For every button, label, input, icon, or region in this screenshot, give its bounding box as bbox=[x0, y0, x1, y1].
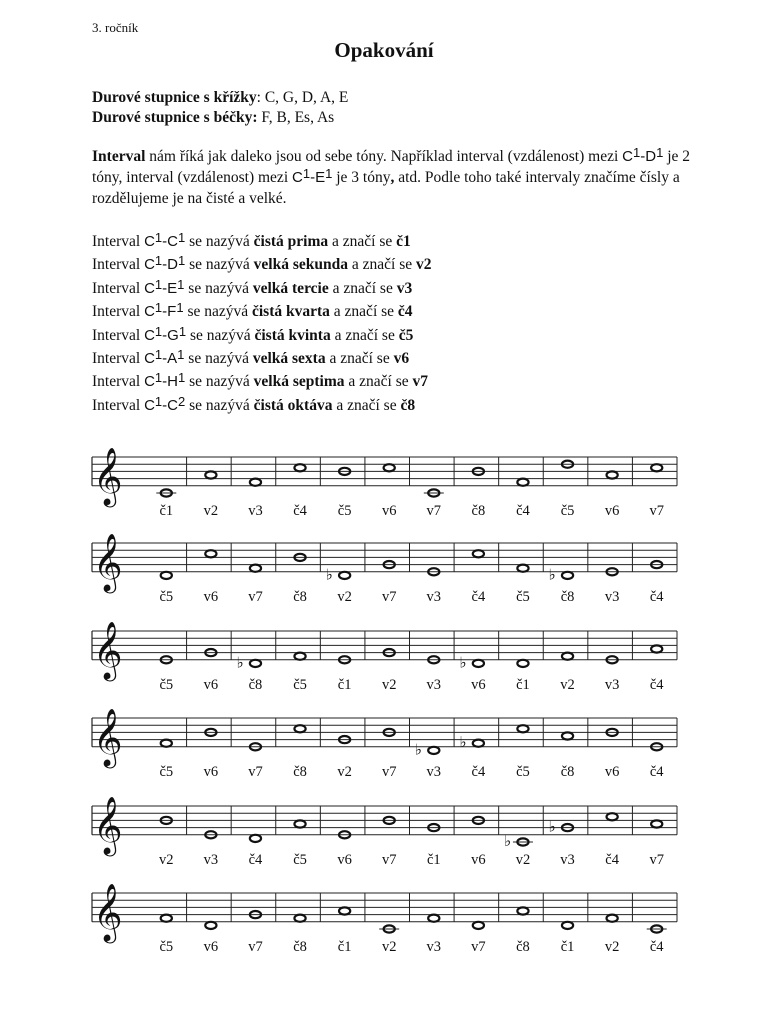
interval-dash: - bbox=[162, 279, 168, 297]
treble-clef-icon: 𝄞 bbox=[93, 795, 123, 854]
interval-label: č1 bbox=[560, 939, 575, 955]
interval-abbr: v7 bbox=[412, 373, 429, 391]
interval-dash: - bbox=[162, 326, 168, 344]
treble-clef-icon: 𝄞 bbox=[93, 707, 123, 766]
interval-prefix: Interval bbox=[92, 396, 145, 414]
intro-note-1: C bbox=[622, 148, 633, 165]
interval-name: velká sekunda bbox=[253, 256, 348, 274]
interval-label: v7 bbox=[248, 764, 263, 780]
flat-icon: ♭ bbox=[325, 565, 333, 584]
interval-octave-from: 1 bbox=[154, 370, 163, 386]
intro-octave-4: 1 bbox=[325, 166, 333, 181]
flat-icon: ♭ bbox=[548, 565, 556, 584]
interval-label: č8 bbox=[560, 589, 575, 605]
interval-note-from: C bbox=[144, 279, 155, 297]
interval-label: č1 bbox=[159, 503, 174, 519]
whole-note bbox=[294, 725, 305, 732]
intro-text-1: nám říká jak daleko jsou od sebe tóny. Například interval (vzdálenost) mezi bbox=[145, 148, 623, 165]
interval-octave-to: 1 bbox=[178, 253, 186, 269]
interval-label: č4 bbox=[649, 677, 664, 693]
whole-note bbox=[517, 907, 528, 914]
flat-icon: ♭ bbox=[503, 832, 512, 850]
whole-note bbox=[651, 820, 662, 827]
interval-octave-from: 1 bbox=[154, 230, 163, 245]
staff-4 bbox=[92, 708, 677, 780]
interval-name: čistá kvarta bbox=[252, 303, 330, 321]
interval-label: v2 bbox=[337, 589, 352, 605]
interval-label: v6 bbox=[337, 852, 352, 868]
treble-clef-icon: 𝄞 bbox=[93, 620, 123, 679]
flat-icon: ♭ bbox=[236, 653, 244, 672]
staff-1 bbox=[92, 447, 677, 519]
interval-prefix: Interval bbox=[92, 256, 145, 274]
interval-label: v3 bbox=[604, 677, 620, 693]
whole-note bbox=[517, 660, 528, 667]
interval-label: v7 bbox=[649, 852, 664, 868]
interval-text: se nazývá bbox=[183, 303, 252, 321]
interval-label: v2 bbox=[381, 677, 397, 693]
interval-octave-to: 1 bbox=[178, 230, 186, 245]
grade-label: 3. ročník bbox=[92, 20, 139, 35]
whole-note bbox=[607, 471, 618, 478]
interval-label: v6 bbox=[604, 764, 620, 780]
whole-note bbox=[517, 725, 528, 732]
interval-label: č4 bbox=[471, 764, 486, 780]
interval-label: v2 bbox=[337, 764, 352, 780]
interval-note-from: C bbox=[144, 396, 155, 414]
whole-note bbox=[205, 922, 216, 929]
interval-label: v6 bbox=[203, 589, 219, 605]
flat-icon: ♭ bbox=[459, 653, 467, 672]
interval-prefix: Interval bbox=[92, 326, 145, 344]
whole-note bbox=[473, 740, 484, 747]
interval-label: v7 bbox=[649, 503, 664, 519]
whole-note bbox=[250, 565, 261, 572]
interval-label: v6 bbox=[203, 677, 219, 693]
whole-note bbox=[161, 915, 172, 922]
flat-icon: ♭ bbox=[548, 817, 556, 836]
interval-octave-from: 1 bbox=[154, 253, 163, 269]
interval-label: č4 bbox=[248, 852, 263, 868]
interval-label: v7 bbox=[381, 589, 397, 605]
whole-note bbox=[205, 550, 216, 557]
interval-prefix: Interval bbox=[92, 350, 145, 368]
interval-label: v6 bbox=[381, 503, 397, 519]
interval-note-to: C bbox=[167, 233, 178, 250]
interval-text: se nazývá bbox=[184, 350, 253, 368]
interval-label: č8 bbox=[560, 764, 575, 780]
whole-note bbox=[651, 464, 662, 471]
whole-note bbox=[651, 645, 662, 652]
interval-label: v2 bbox=[560, 677, 575, 693]
intro-text-4: atd. Podle toho také intervaly značíme čísly a rozdělujeme je na čisté a velké. bbox=[92, 169, 680, 207]
interval-label: v2 bbox=[381, 939, 397, 955]
interval-prefix: Interval bbox=[92, 373, 145, 391]
interval-label: v3 bbox=[426, 589, 442, 605]
whole-note bbox=[161, 572, 172, 579]
interval-label: č5 bbox=[337, 503, 352, 519]
whole-note bbox=[250, 660, 261, 667]
interval-text-2: a značí se bbox=[330, 326, 399, 344]
interval-label: v2 bbox=[203, 503, 219, 519]
interval-octave-to: 1 bbox=[177, 276, 185, 292]
interval-label: v7 bbox=[426, 503, 442, 519]
whole-note bbox=[607, 813, 618, 820]
interval-label: č4 bbox=[293, 503, 307, 519]
treble-clef-icon: 𝄞 bbox=[93, 532, 123, 591]
whole-note bbox=[294, 464, 305, 471]
whole-note bbox=[339, 572, 350, 579]
interval-label: v7 bbox=[381, 764, 397, 780]
interval-note-from: C bbox=[144, 303, 155, 321]
interval-note-to: C bbox=[167, 396, 178, 414]
sharp-scales-label: Durové stupnice s křížky bbox=[92, 89, 257, 106]
flat-icon: ♭ bbox=[414, 740, 422, 759]
interval-name: velká septima bbox=[253, 373, 345, 391]
interval-text-2: a značí se bbox=[332, 396, 401, 414]
interval-abbr: v6 bbox=[393, 350, 410, 368]
interval-label: č5 bbox=[159, 589, 174, 605]
interval-text-2: a značí se bbox=[325, 350, 394, 368]
interval-note-to: F bbox=[167, 303, 177, 321]
interval-label: v3 bbox=[426, 939, 442, 955]
interval-label: č5 bbox=[516, 764, 530, 780]
interval-text-2: a značí se bbox=[344, 373, 413, 391]
interval-label: v3 bbox=[560, 852, 575, 868]
interval-label: v6 bbox=[203, 939, 219, 955]
interval-octave-from: 1 bbox=[154, 300, 163, 316]
interval-label: č5 bbox=[293, 852, 307, 868]
interval-label: č1 bbox=[516, 677, 530, 693]
staff-3 bbox=[92, 621, 677, 693]
staff-6 bbox=[92, 883, 677, 955]
flat-scales-label: Durové stupnice s béčky: bbox=[92, 109, 258, 126]
whole-note bbox=[161, 740, 172, 747]
interval-label: č5 bbox=[159, 764, 174, 780]
interval-label: č8 bbox=[248, 677, 263, 693]
treble-clef-icon: 𝄞 bbox=[93, 446, 123, 505]
interval-label: č5 bbox=[560, 503, 575, 519]
intro-dash-2: - bbox=[310, 169, 316, 186]
interval-label: v3 bbox=[203, 852, 219, 868]
interval-prefix: Interval bbox=[92, 233, 145, 250]
staff-2 bbox=[92, 533, 677, 605]
whole-note bbox=[294, 653, 305, 660]
interval-label: v3 bbox=[604, 589, 620, 605]
interval-text: se nazývá bbox=[185, 233, 254, 250]
interval-label: v2 bbox=[159, 852, 174, 868]
interval-note-from: C bbox=[144, 233, 155, 250]
interval-label: č1 bbox=[426, 852, 441, 868]
interval-dash: - bbox=[162, 396, 168, 414]
intro-text-2: je 2 tóny, interval (vzdálenost) mezi bbox=[92, 148, 690, 186]
treble-clef-icon: 𝄞 bbox=[93, 882, 123, 941]
interval-label: č8 bbox=[293, 589, 307, 605]
interval-dash: - bbox=[162, 373, 168, 391]
interval-label: v3 bbox=[426, 677, 442, 693]
interval-text-2: a značí se bbox=[348, 256, 416, 274]
interval-text: se nazývá bbox=[185, 256, 254, 274]
interval-note-to: G bbox=[167, 326, 179, 344]
interval-label: v3 bbox=[248, 503, 263, 519]
interval-label: č1 bbox=[337, 677, 352, 693]
interval-octave-to: 1 bbox=[178, 370, 186, 386]
intro-octave-3: 1 bbox=[302, 166, 311, 181]
page-title: Opakování bbox=[334, 38, 434, 62]
interval-label: v2 bbox=[515, 852, 531, 868]
interval-octave-from: 1 bbox=[154, 323, 163, 339]
interval-octave-to: 1 bbox=[178, 323, 187, 339]
interval-label: v2 bbox=[604, 939, 620, 955]
interval-prefix: Interval bbox=[92, 303, 145, 321]
flat-icon: ♭ bbox=[459, 733, 467, 752]
intro-note-3: C bbox=[292, 169, 303, 186]
interval-note-from: C bbox=[144, 256, 155, 274]
interval-label: v6 bbox=[471, 852, 486, 868]
interval-label: č4 bbox=[516, 503, 530, 519]
interval-dash: - bbox=[162, 233, 168, 250]
whole-note bbox=[294, 915, 305, 922]
staff-5 bbox=[92, 796, 677, 868]
interval-text: se nazývá bbox=[185, 396, 254, 414]
interval-text: se nazývá bbox=[186, 326, 255, 344]
interval-name: velká sexta bbox=[252, 350, 326, 368]
interval-text-2: a značí se bbox=[329, 303, 398, 321]
interval-note-to: D bbox=[167, 256, 178, 274]
whole-note bbox=[607, 915, 618, 922]
interval-label: č1 bbox=[337, 939, 352, 955]
whole-note bbox=[428, 915, 439, 922]
interval-label: č8 bbox=[293, 764, 307, 780]
interval-label: č8 bbox=[516, 939, 530, 955]
interval-text: se nazývá bbox=[185, 373, 254, 391]
interval-label: v6 bbox=[203, 764, 219, 780]
interval-note-to: A bbox=[167, 350, 178, 368]
interval-text-2: a značí se bbox=[328, 279, 397, 297]
interval-text-2: a značí se bbox=[328, 233, 397, 250]
interval-label: č5 bbox=[159, 677, 174, 693]
whole-note bbox=[250, 479, 261, 486]
interval-octave-to: 2 bbox=[178, 393, 186, 409]
flat-scales-list: F, B, Es, As bbox=[257, 109, 335, 126]
intro-dash-1: - bbox=[640, 148, 646, 165]
interval-label: v6 bbox=[604, 503, 620, 519]
interval-dash: - bbox=[162, 256, 168, 274]
interval-abbr: č8 bbox=[400, 396, 416, 414]
intro-note-4: E bbox=[315, 169, 326, 186]
whole-note bbox=[562, 922, 573, 929]
sharp-scales-list: : C, G, D, A, E bbox=[256, 89, 349, 106]
interval-abbr: č4 bbox=[397, 303, 413, 321]
interval-note-from: C bbox=[144, 350, 155, 368]
whole-note bbox=[562, 653, 573, 660]
interval-octave-from: 1 bbox=[154, 393, 163, 409]
interval-prefix: Interval bbox=[92, 279, 145, 297]
whole-note bbox=[517, 479, 528, 486]
intro-note-2: D bbox=[645, 148, 657, 165]
interval-dash: - bbox=[162, 303, 168, 321]
interval-abbr: č5 bbox=[398, 326, 414, 344]
whole-note bbox=[428, 747, 439, 754]
interval-name: velká tercie bbox=[252, 279, 329, 297]
whole-note bbox=[250, 835, 261, 842]
interval-note-from: C bbox=[144, 373, 155, 391]
interval-label: v7 bbox=[248, 589, 263, 605]
interval-name: čistá prima bbox=[253, 233, 329, 250]
interval-abbr: č1 bbox=[396, 233, 411, 250]
whole-note bbox=[517, 565, 528, 572]
whole-note bbox=[562, 732, 573, 739]
interval-label: č4 bbox=[605, 852, 619, 868]
interval-label: č4 bbox=[649, 589, 664, 605]
whole-note bbox=[384, 464, 395, 471]
interval-label: v3 bbox=[426, 764, 442, 780]
whole-note bbox=[339, 907, 350, 914]
interval-label: č8 bbox=[293, 939, 307, 955]
interval-label: č4 bbox=[649, 939, 664, 955]
intro-comma: , bbox=[390, 169, 395, 186]
intro-text-3: je 3 tóny bbox=[332, 169, 391, 186]
interval-label: č5 bbox=[159, 939, 174, 955]
whole-note bbox=[562, 572, 573, 579]
interval-abbr: v2 bbox=[416, 256, 432, 274]
interval-label: v7 bbox=[381, 852, 397, 868]
interval-name: čistá kvinta bbox=[254, 326, 331, 344]
intro-octave-2: 1 bbox=[656, 145, 664, 160]
interval-label: v7 bbox=[248, 939, 263, 955]
interval-note-from: C bbox=[144, 326, 155, 344]
interval-note-to: E bbox=[167, 279, 178, 297]
interval-label: č5 bbox=[516, 589, 530, 605]
whole-note bbox=[473, 922, 484, 929]
interval-octave-from: 1 bbox=[154, 347, 163, 363]
interval-dash: - bbox=[162, 350, 168, 368]
interval-name: čistá oktáva bbox=[253, 396, 333, 414]
whole-note bbox=[205, 471, 216, 478]
interval-octave-to: 1 bbox=[177, 347, 185, 363]
interval-term: Interval bbox=[92, 148, 146, 165]
interval-label: v6 bbox=[471, 677, 486, 693]
interval-octave-from: 1 bbox=[154, 276, 163, 292]
whole-note bbox=[294, 820, 305, 827]
interval-label: č5 bbox=[293, 677, 307, 693]
interval-label: v7 bbox=[471, 939, 486, 955]
interval-text: se nazývá bbox=[184, 279, 253, 297]
whole-note bbox=[473, 550, 484, 557]
intro-octave-1: 1 bbox=[633, 145, 641, 160]
interval-label: č4 bbox=[471, 589, 486, 605]
interval-label: č8 bbox=[471, 503, 486, 519]
interval-note-to: H bbox=[167, 373, 178, 391]
interval-octave-to: 1 bbox=[176, 300, 184, 316]
whole-note bbox=[473, 660, 484, 667]
interval-label: č4 bbox=[649, 764, 664, 780]
interval-abbr: v3 bbox=[396, 279, 413, 297]
